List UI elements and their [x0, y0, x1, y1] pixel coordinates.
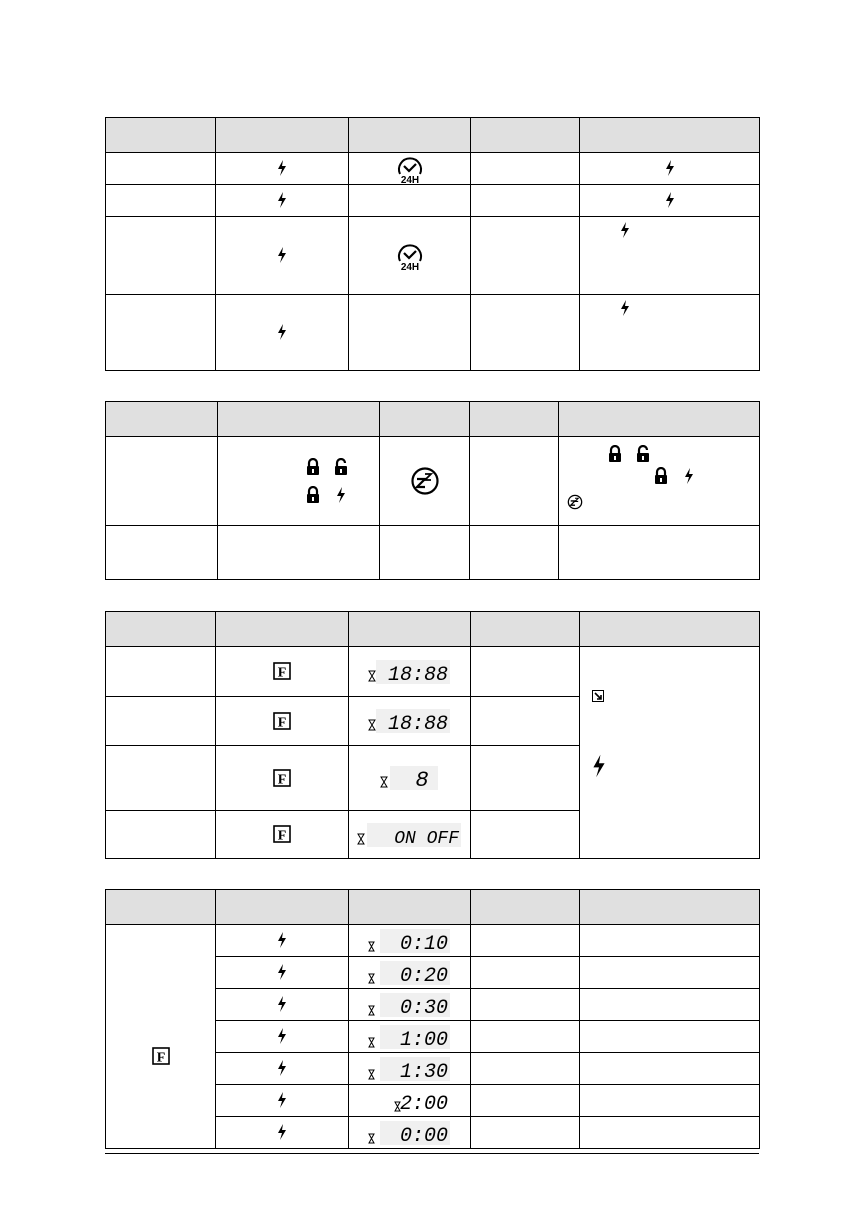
lcd-text: 0:20 [399, 964, 448, 986]
bolt-icon [277, 247, 287, 263]
clock-24h-icon [395, 241, 425, 271]
header-cell [349, 612, 471, 647]
lcd-display [368, 708, 452, 734]
sleep-icon [567, 494, 583, 510]
svg-text:24H: 24H [400, 174, 419, 184]
hourglass-icon [381, 777, 387, 787]
table-row [106, 217, 760, 295]
header-cell [471, 612, 580, 647]
lcd-text: 1:00 [399, 1028, 448, 1050]
lcd-text: 18:88 [387, 713, 448, 734]
header-cell [580, 118, 760, 153]
header-cell [471, 890, 580, 925]
header-cell [380, 402, 470, 437]
lcd-text: 8 [414, 768, 429, 791]
table-2 [105, 401, 760, 580]
hourglass-icon [369, 671, 375, 681]
bolt-icon [592, 753, 606, 779]
bolt-icon [277, 964, 287, 980]
bolt-icon [277, 160, 287, 176]
lcd-text: 2:00 [399, 1092, 448, 1114]
header-cell [216, 890, 349, 925]
svg-text:F: F [277, 772, 287, 787]
bolt-icon [336, 487, 346, 503]
table-row [106, 153, 760, 185]
hourglass-icon [369, 1038, 374, 1047]
lock-icon [306, 486, 320, 504]
table-row [106, 526, 760, 580]
header-cell [470, 402, 559, 437]
bolt-icon [277, 1124, 287, 1140]
table-4 [105, 889, 760, 1149]
lcd-text: 0:10 [399, 932, 448, 954]
bolt-icon [665, 192, 675, 208]
hourglass-icon [369, 942, 374, 951]
bolt-icon [277, 1060, 287, 1076]
lcd-text: 18:88 [387, 663, 448, 685]
filter-f-icon [273, 662, 291, 680]
bolt-icon [277, 932, 287, 948]
header-cell [471, 118, 580, 153]
lock-icon [608, 445, 622, 463]
unlock-icon [334, 458, 348, 476]
header-cell [106, 118, 216, 153]
hourglass-icon [369, 720, 375, 730]
hourglass-icon [369, 1134, 374, 1143]
lcd-display [368, 928, 452, 954]
lcd-display [380, 765, 440, 791]
bolt-icon [620, 222, 630, 238]
clock-24h-icon [395, 154, 425, 184]
hourglass-icon [369, 974, 374, 983]
bolt-icon [684, 468, 694, 484]
svg-text:F: F [277, 665, 287, 681]
filter-f-icon [273, 825, 291, 843]
header-cell [349, 890, 471, 925]
svg-text:F: F [156, 1050, 165, 1066]
lcd-display [368, 1056, 452, 1082]
table-row [106, 437, 760, 526]
table-1 [105, 117, 760, 371]
hourglass-icon [369, 1006, 374, 1015]
header-cell [580, 612, 760, 647]
filter-f-icon [152, 1047, 170, 1065]
lcd-text: 0:00 [399, 1124, 448, 1146]
table-3 [105, 611, 760, 859]
bolt-icon [277, 1092, 287, 1108]
sleep-icon [410, 466, 440, 496]
svg-text:F: F [277, 715, 287, 730]
lcd-display [368, 1088, 452, 1114]
header-cell [106, 402, 218, 437]
unlock-icon [636, 445, 650, 463]
bolt-icon [277, 192, 287, 208]
bolt-icon [277, 996, 287, 1012]
table-row [106, 647, 760, 697]
bolt-icon [277, 1028, 287, 1044]
lcd-text: 0:30 [399, 996, 448, 1018]
header-cell [216, 118, 349, 153]
lock-icon [654, 467, 668, 485]
table-row [106, 925, 760, 957]
bottom-rule [105, 1153, 759, 1154]
corner-arrow-icon [592, 690, 604, 702]
lcd-display [368, 659, 452, 685]
svg-text:F: F [277, 828, 287, 844]
filter-f-icon [273, 712, 291, 730]
bolt-icon [277, 324, 287, 340]
header-cell [106, 890, 216, 925]
hourglass-icon [369, 1070, 374, 1079]
header-cell [106, 612, 216, 647]
lcd-display [368, 960, 452, 986]
bolt-icon [620, 300, 630, 316]
lcd-display [357, 822, 463, 848]
lcd-text: 1:30 [399, 1060, 448, 1082]
header-cell [216, 612, 349, 647]
lcd-display [368, 992, 452, 1018]
header-cell [580, 890, 760, 925]
lcd-display [368, 1120, 452, 1146]
table-row [106, 295, 760, 371]
lcd-display [368, 1024, 452, 1050]
svg-text:24H: 24H [400, 261, 419, 271]
bolt-icon [665, 160, 675, 176]
header-cell [559, 402, 760, 437]
table-row [106, 185, 760, 217]
lock-icon [306, 458, 320, 476]
filter-f-icon [273, 769, 291, 787]
header-cell [349, 118, 471, 153]
hourglass-icon [358, 834, 364, 844]
lcd-text: ON OFF [393, 828, 459, 848]
header-cell [218, 402, 380, 437]
